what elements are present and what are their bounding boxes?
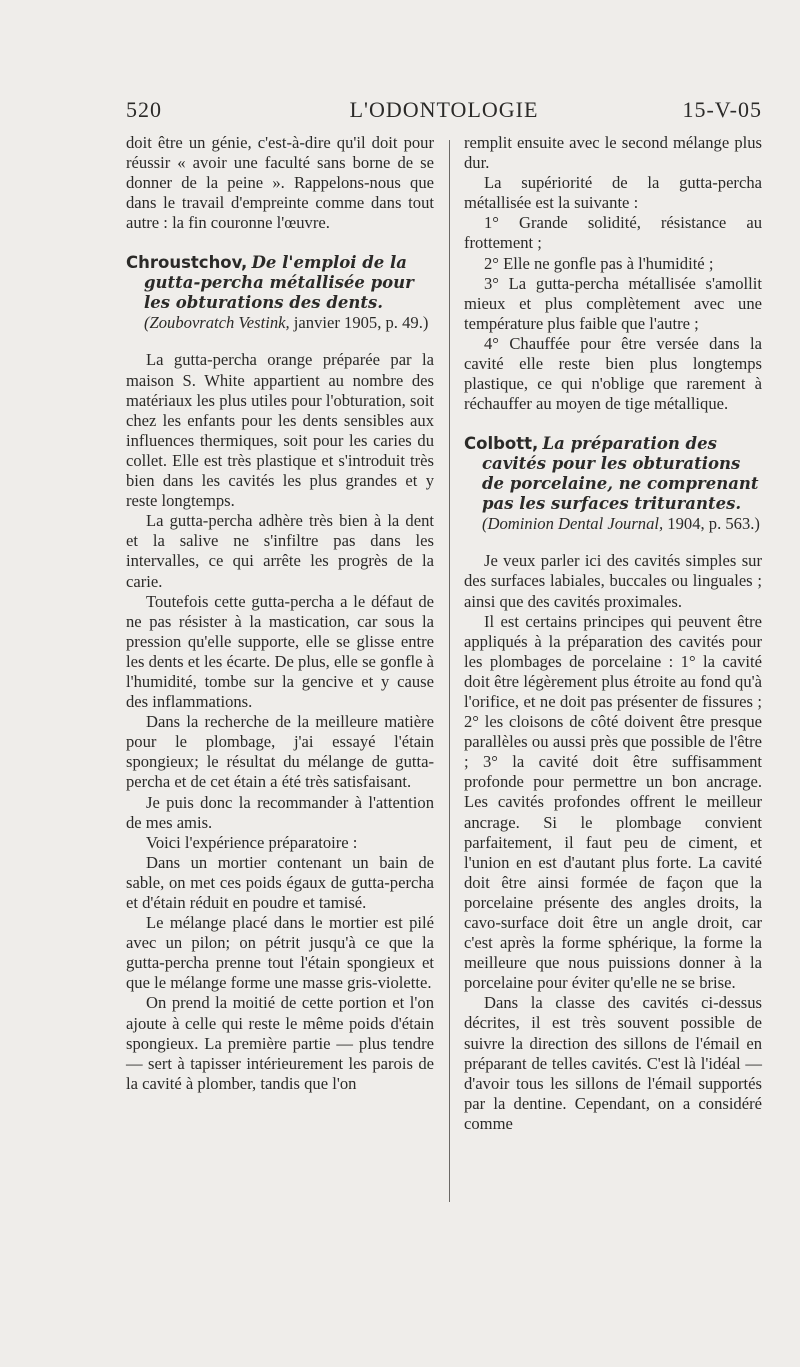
paragraph: remplit ensuite avec le second mélange plus dur. <box>464 133 762 173</box>
paragraph: Voici l'expérience préparatoire : <box>146 832 358 852</box>
paragraph: La gutta-percha orange préparée par la maison S. White appartient au nombre des matériaux les plus utiles pour l'obturation, soit chez les enfants pour les dents sensibles aux influences thermiques, soit pour les caries du collet. Elle est très plastique et s'introduit très bien dans les cavités les plus grandes et y reste longtemps. <box>126 350 434 511</box>
paragraph: La gutta-percha adhère très bien à la dent et la salive ne s'infiltre pas dans les intervalles, ce qui arrête les progrès de la carie. <box>126 511 434 591</box>
paragraph: Dans la classe des cavités ci-dessus décrites, il est très souvent possible de suivre la direction des sillons de l'émail en préparant de telles cavités. C'est là l'idéal — d'avoir tous les sillons de l'émail supportés par la dentine. Cependant, on a considéré comme <box>464 993 762 1133</box>
paragraph: doit être un génie, c'est-à-dire qu'il doit pour réussir « avoir une faculté sans borne de se donner de la peine ». Rappelons-nous que dans le travail d'empreinte comme dans tout autre : la fin couronne l'œuvre. <box>126 133 434 233</box>
entry-author: Chroustchov, <box>126 253 248 273</box>
entry-source: (Zoubovratch Vestink, <box>144 313 290 333</box>
left-column <box>126 133 434 1094</box>
bibliographic-entry <box>464 434 762 534</box>
entry-date: janvier 1905, p. 49.) <box>293 313 429 333</box>
list-item: 1° Grande solidité, résistance au frottement ; <box>464 213 762 253</box>
paragraph: On prend la moitié de cette portion et l'on ajoute à celle qui reste le même poids d'étain spongieux. La première partie — plus tendre — sert à tapisser intérieurement les parois de la cavité à plomber, tandis que l'on <box>126 993 434 1093</box>
paragraph: Le mélange placé dans le mortier est pilé avec un pilon; on pétrit jusqu'à ce que la gutta-percha prenne tout l'étain spongieux et que le mélange forme une masse gris-violette. <box>126 913 434 993</box>
issue-date: 15-V-05 <box>682 97 762 122</box>
list-item: 4° Chauffée pour être versée dans la cavité elle reste bien plus longtemps plastique, ce qui n'oblige que rarement à réchauffer au moyen de tige métallique. <box>464 333 762 414</box>
paragraph: La supériorité de la gutta-percha métallisée est la suivante : <box>464 173 762 213</box>
right-column <box>464 133 762 1134</box>
bibliographic-entry <box>126 253 434 333</box>
entry-author: Colbott, <box>464 434 539 454</box>
paragraph: Dans un mortier contenant un bain de sable, on met ces poids égaux de gutta-percha et d'étain réduit en poudre et tamisé. <box>126 852 434 912</box>
column-divider <box>449 140 450 1202</box>
running-header <box>126 97 762 127</box>
paragraph: Je veux parler ici des cavités simples sur des surfaces labiales, buccales ou linguales ; ainsi que des cavités proximales. <box>464 551 762 611</box>
entry-title: De l'emploi de la gutta-percha métallisée pour les obturations des dents. <box>144 253 414 313</box>
entry-source: (Dominion Dental Journal, <box>482 514 664 534</box>
paragraph: Dans la recherche de la meilleure matière pour le plombage, j'ai essayé l'étain spongieux; le résultat du mélange de gutta-percha et de cet étain a été très satisfaisant. <box>126 712 434 792</box>
entry-title: La préparation des cavités pour les obturations de porcelaine, ne comprenant pas les surfaces triturantes. <box>482 434 759 514</box>
list-item: 2° Elle ne gonfle pas à l'humidité ; <box>484 253 714 273</box>
paragraph: Toutefois cette gutta-percha a le défaut de ne pas résister à la mastication, car sous la pression qu'elle supporte, elle se glisse entre les dents et les écarte. De plus, elle se gonfle à l'humidité, tombe sur la gencive et y cause des inflammations. <box>126 591 434 712</box>
paragraph: Il est certains principes qui peuvent être appliqués à la préparation des cavités pour les plombages de porcelaine : 1° la cavité doit être légèrement plus étroite au fond qu'à l'orifice, et ne doit pas présenter de fissures ; 2° les cloisons de côté doivent être presque parallèles ou aussi près que possible de l'être ; 3° la cavité doit être suffisamment profonde pour permettre un bon ancrage. Les cavités profondes offrent le meilleur ancrage. Si le plombage convient parfaitement, il faut peu de ciment, et l'union en est d'autant plus forte. La cavité doit être ainsi formée de façon que la porcelaine présente des angles droits, la cavo-surface doit être un angle droit, car c'est après la forme sphérique, la forme la meilleure que nous puissions donner à la porcelaine pour éviter qu'elle ne se brise. <box>464 611 762 993</box>
list-item: 3° La gutta-percha métallisée s'amollit mieux et plus complètement avec une température plus faible que l'autre ; <box>464 273 762 333</box>
running-title: L'ODONTOLOGIE <box>349 97 539 122</box>
entry-date: 1904, p. 563.) <box>667 514 760 534</box>
paragraph: Je puis donc la recommander à l'attention de mes amis. <box>126 792 434 832</box>
page-number: 520 <box>126 97 162 122</box>
